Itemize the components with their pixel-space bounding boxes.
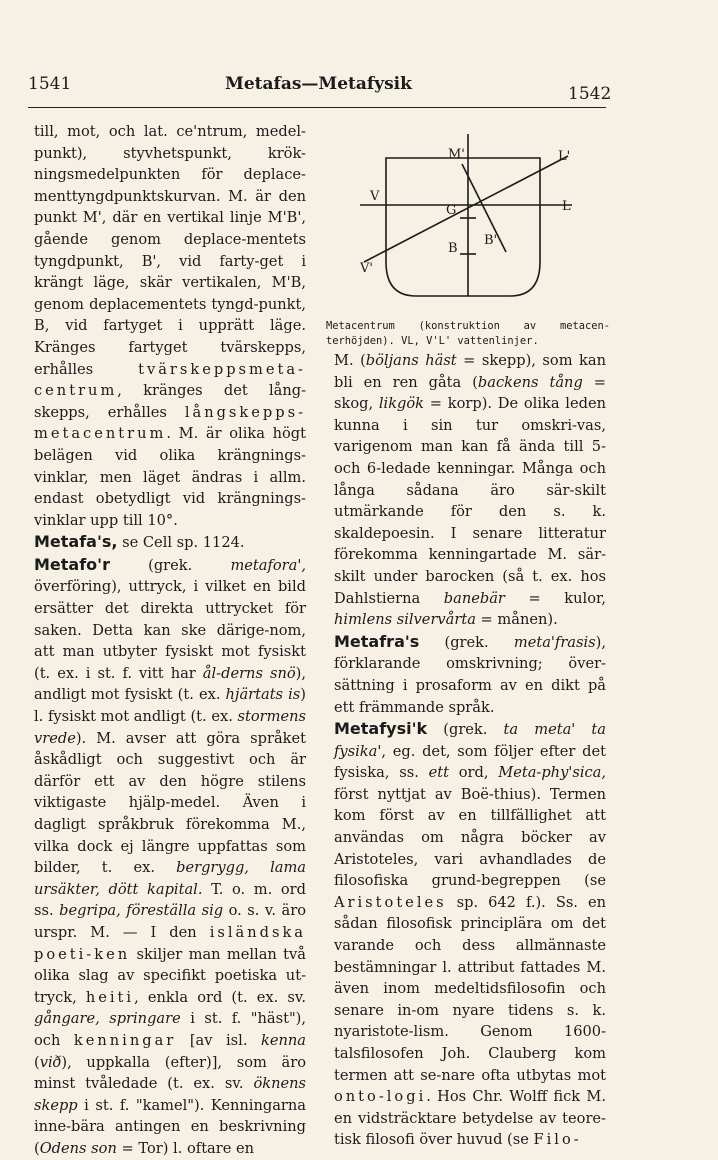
header-rule (28, 107, 606, 108)
left-column (34, 121, 306, 1160)
page-header (0, 74, 718, 104)
fig-label: L (562, 199, 571, 214)
fig-label: M' (448, 147, 465, 162)
figure-caption: Metacentrum (konstruktion av metacen-terhöjden). VL, V'L' vattenlinjer. (326, 320, 610, 347)
entry-term: Metafra's (334, 631, 420, 651)
hull-outline (386, 158, 540, 296)
entry-term: Metafo'r (34, 554, 110, 574)
fig-label: B (448, 241, 458, 256)
page-number-right: 1542 (568, 84, 612, 104)
metacentrum-figure-svg (334, 126, 606, 316)
entry-term: Metafa's, (34, 532, 118, 552)
metafysik-entry: Metafysi'k (grek. ta meta' ta fysika', eg. det, som följer efter det fysiska, ss. ett ord, Meta-phy'sica, först nyttjat av Boë-thius). Termen kom först av en tillfällighet att användas om några böcker av Aristoteles, vari avhandlades de filosofiska grund-begreppen (se Aristoteles sp. 642 f.). Ss. en sådan filosofisk principlära om det varande och dess allmännaste bestämningar l. attribut fattades M. även inom medeltidsfilosofin och senare in-om nyare tidens s. k. nyaristote-lism. Genom 1600-talsfilosofen Joh. Clauberg kom termen att se-nare ofta utbytas mot onto-logi. Hos Chr. Wolff fick M. en vidsträcktare betydelse av teore-tisk filosofi över huvud (se Filo- (334, 719, 606, 1149)
fig-label: L' (558, 149, 571, 164)
metafor-entry: Metafo'r (grek. metafora', överföring), uttryck, i vilket en bild ersätter det direkta uttrycket för saken. Detta kan ske därige-nom, att man utbyter fysiskt mot fysiskt (t. ex. i st. f. vitt har ål-derns snö), andligt mot fysiskt (t. ex. hjärtats is) l. fysiskt mot andligt (t. ex. stormens vrede). M. avser att göra språket åskådligt och suggestivt och är därför ett av den högre stilens viktigaste hjälp-medel. Även i dagligt språkbruk förekomma M., vilka dock ej längre uppfattas som bilder, t. ex. bergrygg, lama ursäkter, dött kapital. T. o. m. ord ss. begripa, föreställa sig o. s. v. äro urspr. M. — I den isländska poeti-ken skiljer man mellan två olika slag av specifikt poetiska ut-tryck, heiti, enkla ord (t. ex. sv. gångare, springare i st. f. "häst"), och kenningar [av isl. kenna (við), uppkalla (efter)], som äro minst tvåledade (t. ex. sv. öknens skepp i st. f. "kamel"). Kenningarna inne-bära antingen en beskrivning (Odens son = Tor) l. oftare en (34, 554, 306, 1157)
metafras-entry: Metafra's (grek. meta'frasis), förklarande omskrivning; över-sättning i prosaform av en dikt på ett främmande språk. (334, 631, 606, 716)
fig-label: G (446, 203, 457, 218)
metafas-entry: Metafa's, se Cell sp. 1124. (34, 532, 245, 552)
metafor-continuation: M. (böljans häst = skepp), som kan bli en ren gåta (backens tång = skog, likgök = korp). De olika leden kunna i sin tur omskri-vas, varigenom man kan få ända till 5- och 6-ledade kenningar. Många och långa sådana äro sär-skilt utmärkande för den s. k. skaldepoesin. I senare litteratur förekomma kenningartade M. sär-skilt under barocken (så t. ex. hos Dahlstierna banebär = kulor, himlens silvervårta = månen). (334, 352, 607, 629)
fig-label: B' (484, 233, 498, 248)
metacentrum-diagram (334, 126, 606, 316)
entry-term: Metafysi'k (334, 719, 428, 739)
page-number-left: 1541 (28, 74, 72, 94)
running-title: Metafas—Metafysik (225, 74, 412, 94)
fig-label: V (370, 189, 380, 204)
fig-label: V' (360, 261, 373, 276)
metacentrum-paragraph: till, mot, och lat. ce'ntrum, medel-punkt), styvhetspunkt, krök-ningsmedelpunkten för deplace-menttyngdpunktskurvan. M. är den punkt M', där en vertikal linje M'B', gående genom deplace-mentets tyngdpunkt, B', vid farty-get i krängt läge, skär vertikalen, M'B, genom deplacementets tyngd-punkt, B, vid fartyget i upprätt läge. Kränges fartyget tvärskepps, erhålles tvärskeppsmeta-centrum, kränges det lång-skepps, erhålles långskepps-metacentrum. M. är olika högt belägen vid olika krängnings-vinklar, men läget ändras i allm. endast obetydligt vid krängnings-vinklar upp till 10°. (34, 123, 307, 529)
right-column (334, 350, 606, 1151)
